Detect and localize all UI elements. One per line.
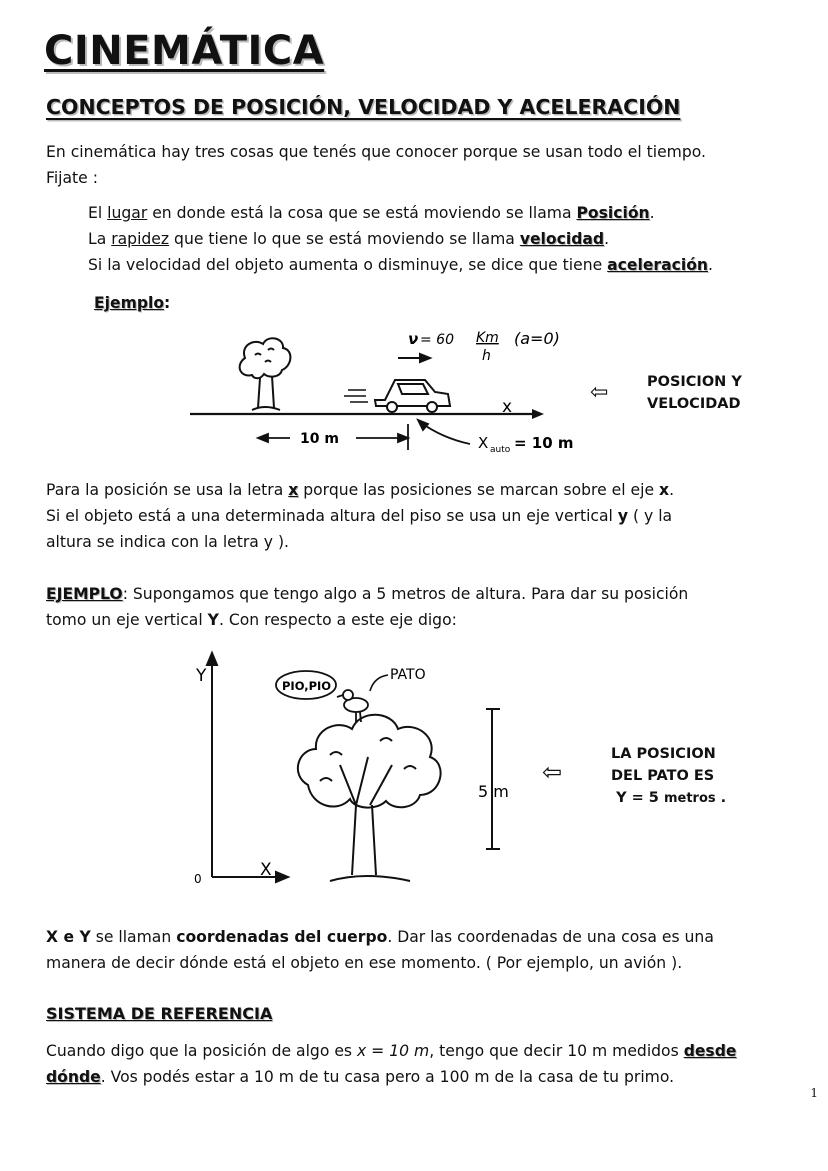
tree-crown-icon [298, 715, 441, 808]
acceleration-note: (a=0) [514, 329, 560, 348]
x-auto-value: = 10 m [514, 434, 574, 452]
velocity-symbol: ν [408, 330, 419, 348]
x-auto-symbol: X [478, 434, 489, 452]
side-label-line-2: VELOCIDAD [647, 396, 741, 412]
definitions-list [88, 200, 713, 278]
example-2-line-2: tomo un eje vertical Y. Con respecto a este eje digo: [46, 611, 457, 629]
hollow-arrow-icon-2: ⇦ [542, 758, 563, 786]
height-label: 5 m [478, 782, 509, 801]
section-subtitle: CONCEPTOS DE POSICIÓN, VELOCIDAD Y ACELERACIÓN [46, 95, 681, 119]
duck-position-line-3: Y = 5 metros . [616, 790, 727, 806]
definition-velocity: La rapidez que tiene lo que se está moviendo se llama velocidad. [88, 230, 610, 248]
duck-position-line-1: LA POSICION [611, 746, 716, 762]
distance-label: 10 m [300, 431, 339, 447]
y-axis-label: Y [196, 666, 207, 686]
pointer-arrow-icon [418, 420, 470, 444]
velocity-unit-denominator: h [482, 348, 491, 364]
example-2-paragraph [46, 581, 688, 633]
reference-system-heading: SISTEMA DE REFERENCIA [46, 1004, 273, 1023]
x-axis-label: x [502, 397, 513, 417]
duck-sound: PIO,PIO [282, 679, 332, 693]
y-axis [207, 653, 217, 877]
intro-paragraph [46, 139, 706, 191]
example-2-line-1: EJEMPLO: Supongamos que tengo algo a 5 metros de altura. Para dar su posición [46, 585, 689, 603]
intro-line-1: En cinemática hay tres cosas que tenés que conocer porque se usan todo el tiempo. [46, 143, 706, 161]
position-velocity-label [647, 371, 742, 415]
x-axis [212, 872, 288, 882]
duck-position-line-2: DEL PATO ES [611, 768, 715, 784]
page-title: CINEMÁTICA [44, 28, 325, 74]
coordinates-line-2: manera de decir dónde está el objeto en ese momento. ( Por ejemplo, un avión ). [46, 954, 683, 972]
velocity-arrow-icon [398, 354, 430, 362]
position-line-2: Si el objeto está a una determinada altura del piso se usa un eje vertical y ( y la [46, 507, 673, 525]
reference-line-1: Cuando digo que la posición de algo es x = 10 m, tengo que decir 10 m medidos desde [46, 1042, 737, 1060]
side-label-line-1: POSICION Y [647, 374, 742, 390]
position-line-3: altura se indica con la letra y ). [46, 533, 290, 551]
reference-system-paragraph [46, 1038, 736, 1090]
intro-line-2: Fijate : [46, 169, 98, 187]
tree-icon [240, 338, 291, 410]
motion-lines-icon [344, 390, 368, 402]
x-axis-label-2: X [260, 860, 272, 880]
reference-line-2: dónde. Vos podés estar a 10 m de tu casa pero a 100 m de la casa de tu primo. [46, 1068, 675, 1086]
height-marker [486, 709, 500, 849]
car-icon [375, 380, 450, 412]
position-line-1: Para la posición se usa la letra x porque las posiciones se marcan sobre el eje x. [46, 481, 675, 499]
page-number: 1 [810, 1086, 818, 1100]
duck-label: PATO [390, 667, 426, 683]
velocity-unit-numerator: Km [476, 330, 499, 346]
tree-trunk-icon [330, 757, 410, 881]
velocity-value: = 60 [420, 332, 454, 348]
example-1-label: Ejemplo: [94, 294, 171, 312]
coordinates-paragraph [46, 924, 714, 976]
hollow-arrow-icon: ⇦ [590, 380, 609, 405]
definition-acceleration: Si la velocidad del objeto aumenta o disminuye, se dice que tiene aceleración. [88, 256, 714, 274]
x-auto-subscript: auto [490, 445, 511, 455]
duck-height-figure [180, 645, 580, 905]
coordinates-line-1: X e Y se llaman coordenadas del cuerpo. Dar las coordenadas de una cosa es una [46, 928, 714, 946]
origin-label: 0 [194, 872, 202, 886]
position-paragraph [46, 477, 674, 555]
duck-position-label [611, 743, 726, 810]
definition-position: El lugar en donde está la cosa que se está moviendo se llama Posición. [88, 204, 655, 222]
speech-bubble [276, 671, 336, 699]
